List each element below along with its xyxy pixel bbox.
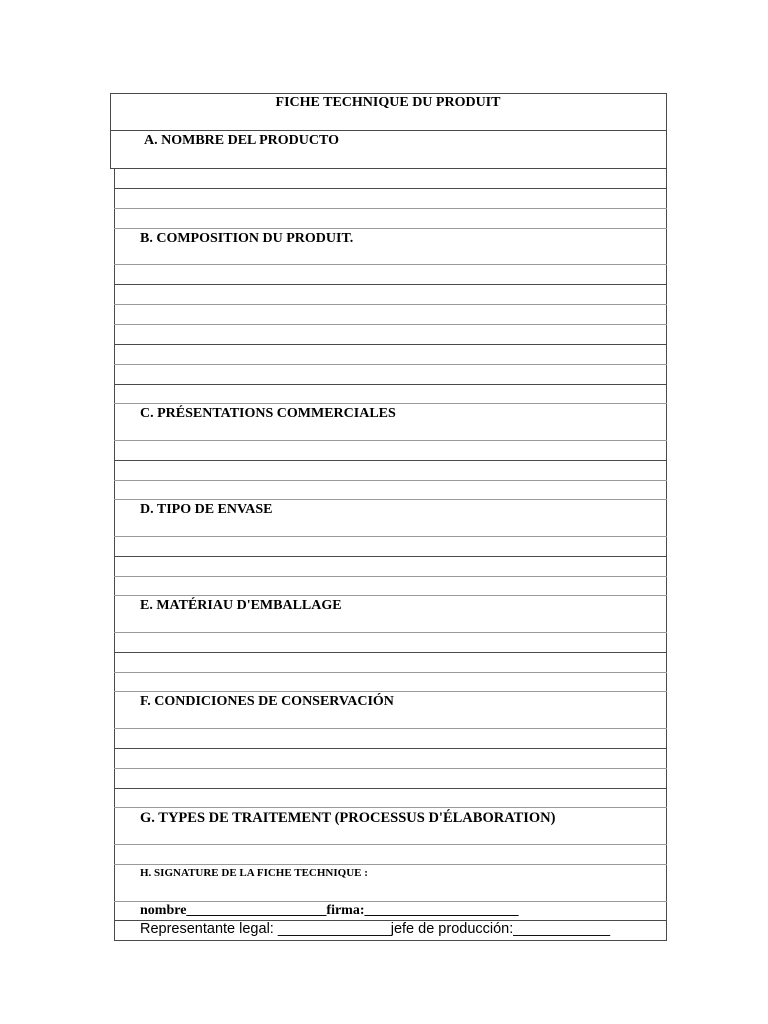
section-b-line [114,384,667,385]
section-e-line [114,632,667,633]
section-a-heading: A. NOMBRE DEL PRODUCTO [144,133,339,148]
signature-representative-field[interactable]: Representante legal: ______________jefe de producción:____________ [140,921,611,937]
signature-name-field[interactable]: nombre____________________firma:______________________ [140,903,519,918]
form-right-border [666,93,667,941]
section-b-line [114,344,667,345]
section-d-line [114,595,667,596]
title-top-border [110,93,667,94]
section-d-line [114,556,667,557]
section-e-line [114,691,667,692]
section-b-heading: B. COMPOSITION DU PRODUIT. [140,231,354,246]
section-d-line [114,576,667,577]
section-a-bottom-border [110,168,667,169]
form-title: FICHE TECHNIQUE DU PRODUIT [275,95,501,110]
section-f-heading: F. CONDICIONES DE CONSERVACIÓN [140,694,394,709]
section-h-line [114,901,667,902]
form-bottom-border [114,940,667,941]
section-h-heading: H. SIGNATURE DE LA FICHE TECHNIQUE : [140,867,368,879]
section-a-line [114,188,667,189]
section-c-line [114,499,667,500]
section-e-heading: E. MATÉRIAU D'EMBALLAGE [140,598,342,613]
section-e-line [114,672,667,673]
section-b-line [114,264,667,265]
section-g-heading: G. TYPES DE TRAITEMENT (PROCESSUS D'ÉLABORATION) [140,810,556,826]
section-c-line [114,480,667,481]
section-d-line [114,536,667,537]
section-b-line [114,304,667,305]
section-c-heading: C. PRÉSENTATIONS COMMERCIALES [140,406,396,421]
section-c-line [114,440,667,441]
section-d-heading: D. TIPO DE ENVASE [140,502,273,517]
section-b-line [114,324,667,325]
section-f-line [114,807,667,808]
section-c-line [114,460,667,461]
section-b-line [114,284,667,285]
section-a-line [114,208,667,209]
section-f-line [114,748,667,749]
section-f-line [114,728,667,729]
section-f-line [114,788,667,789]
section-f-line [114,768,667,769]
section-b-line [114,364,667,365]
section-a-line [114,228,667,229]
section-e-line [114,652,667,653]
section-g-line [114,844,667,845]
title-bottom-border [110,130,667,131]
section-b-line [114,403,667,404]
